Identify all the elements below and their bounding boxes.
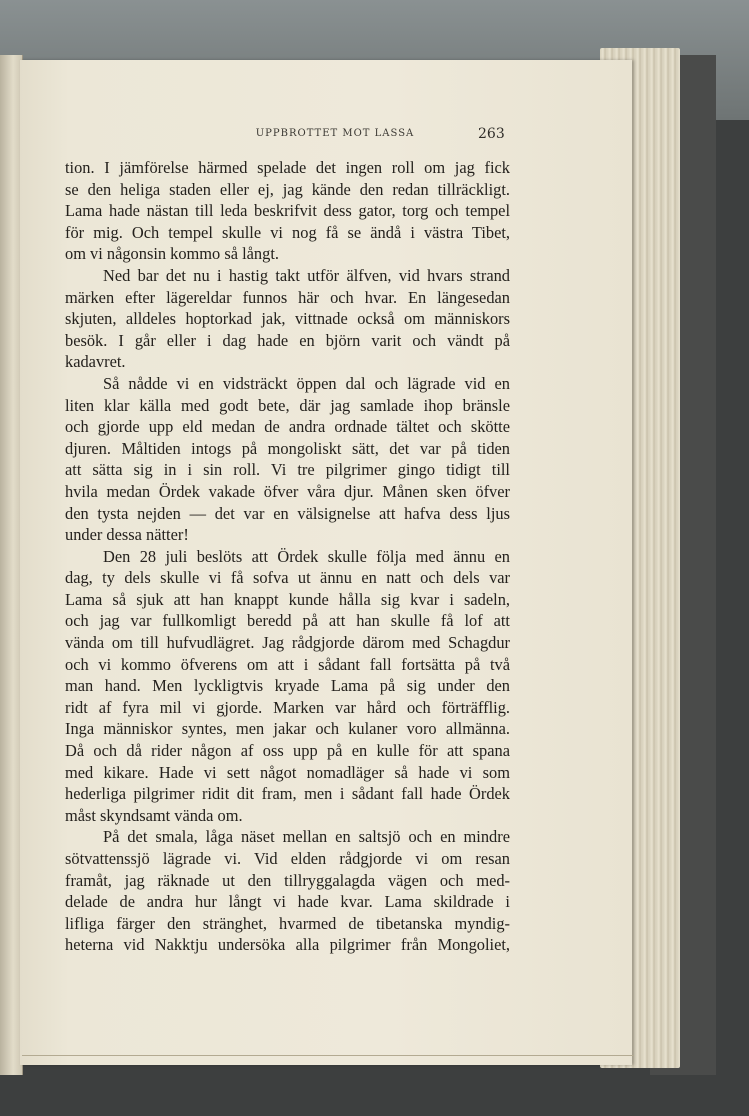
text-line: Så nådde vi en vidsträckt öppen dal och lägrade vid en bbox=[103, 373, 510, 393]
text-line: Ned bar det nu i hastig takt utför älfven, vid hvars strand bbox=[103, 265, 510, 285]
text-line: och gjorde upp eld medan de andra ordnade tältet och skötte bbox=[65, 417, 510, 437]
page-number: 263 bbox=[478, 126, 505, 142]
text-line: tion. I jämförelse härmed spelade det ingen roll om jag fick bbox=[65, 158, 510, 177]
text-line: hederliga pilgrimer ridit dit fram, men i sådant fall hade Ördek bbox=[65, 784, 510, 804]
text-line: Lama så sjuk att han knappt kunde hålla sig kvar i sadeln, bbox=[65, 589, 510, 609]
text-line: den tysta nejden — det var en välsignelse att hafva dess ljus bbox=[65, 503, 510, 523]
text-line: se den heliga staden eller ej, jag kände den redan tillräckligt. bbox=[65, 179, 510, 199]
text-line: Den 28 juli beslöts att Ördek skulle följa med ännu en bbox=[103, 546, 510, 566]
text-line: och vi kommo öfverens om att i sådant fall fortsätta på två bbox=[65, 654, 510, 674]
text-line: för mig. Och tempel skulle vi nog få se ändå i västra Tibet, bbox=[65, 222, 510, 242]
text-line: om vi någonsin kommo så långt. bbox=[65, 244, 279, 264]
text-line: djuren. Måltiden intogs på mongoliskt sätt, det var på tiden bbox=[65, 438, 510, 458]
text-line: och jag var fullkomligt beredd på att han skulle få lof att bbox=[65, 611, 510, 631]
text-line: att sätta sig in i sin roll. Vi tre pilgrimer gingo tidigt till bbox=[65, 460, 510, 480]
text-line: hvila medan Ördek vakade öfver våra djur. Månen sken öfver bbox=[65, 481, 510, 501]
text-line: besök. I går eller i dag hade en björn varit och vändt på bbox=[65, 330, 510, 350]
text-line: heterna vid Nakktju undersöka alla pilgrimer från Mongoliet, bbox=[65, 935, 510, 955]
text-line: sötvattenssjö lägrade vi. Vid elden rådgjorde vi om resan bbox=[65, 849, 510, 868]
text-line: märken efter lägereldar funnos här och hvar. En längesedan bbox=[65, 287, 510, 307]
text-line: skjuten, alldeles hoptorkad jak, vittnade också om människors bbox=[65, 309, 510, 329]
text-line: liten klar källa med godt bete, där jag samlade ihop bränsle bbox=[65, 395, 510, 415]
text-line: Då och då rider någon af oss upp på en kulle för att spana bbox=[65, 741, 510, 761]
text-line: med kikare. Hade vi sett något nomadläger så hade vi som bbox=[65, 762, 510, 782]
running-head: UPPBROTTET MOT LASSA bbox=[255, 128, 415, 139]
text-line: under dessa nätter! bbox=[65, 525, 189, 545]
text-line: dag, ty dels skulle vi få sofva ut ännu en natt och dels var bbox=[65, 568, 510, 588]
text-line: Lama hade nästan till leda beskrifvit dess gator, torg och tempel bbox=[65, 201, 510, 221]
text-line: ridt af fyra mil vi gjorde. Marken var hård och förträfflig. bbox=[65, 697, 510, 717]
text-line: man hand. Men lyckligtvis kryade Lama på sig under den bbox=[65, 676, 510, 696]
text-line: kadavret. bbox=[65, 352, 126, 372]
text-line: måst skyndsamt vända om. bbox=[65, 805, 243, 825]
text-line: delade de andra hur långt vi hade kvar. Lama skildrade i bbox=[65, 892, 510, 912]
body-text bbox=[65, 157, 510, 956]
text-line: lifliga färger den stränghet, hvarmed de tibetanska myndig- bbox=[65, 913, 510, 933]
text-line: Inga människor syntes, men jakar och kulaner voro allmänna. bbox=[65, 719, 510, 739]
text-line: vända om till hufvudlägret. Jag rådgjorde därom med Schagdur bbox=[65, 633, 510, 653]
text-line: framåt, jag räknade ut den tillryggalagda vägen och med- bbox=[65, 870, 510, 890]
text-line: På det smala, låga näset mellan en saltsjö och en mindre bbox=[103, 827, 510, 847]
page-bottom-edge bbox=[22, 1055, 634, 1056]
